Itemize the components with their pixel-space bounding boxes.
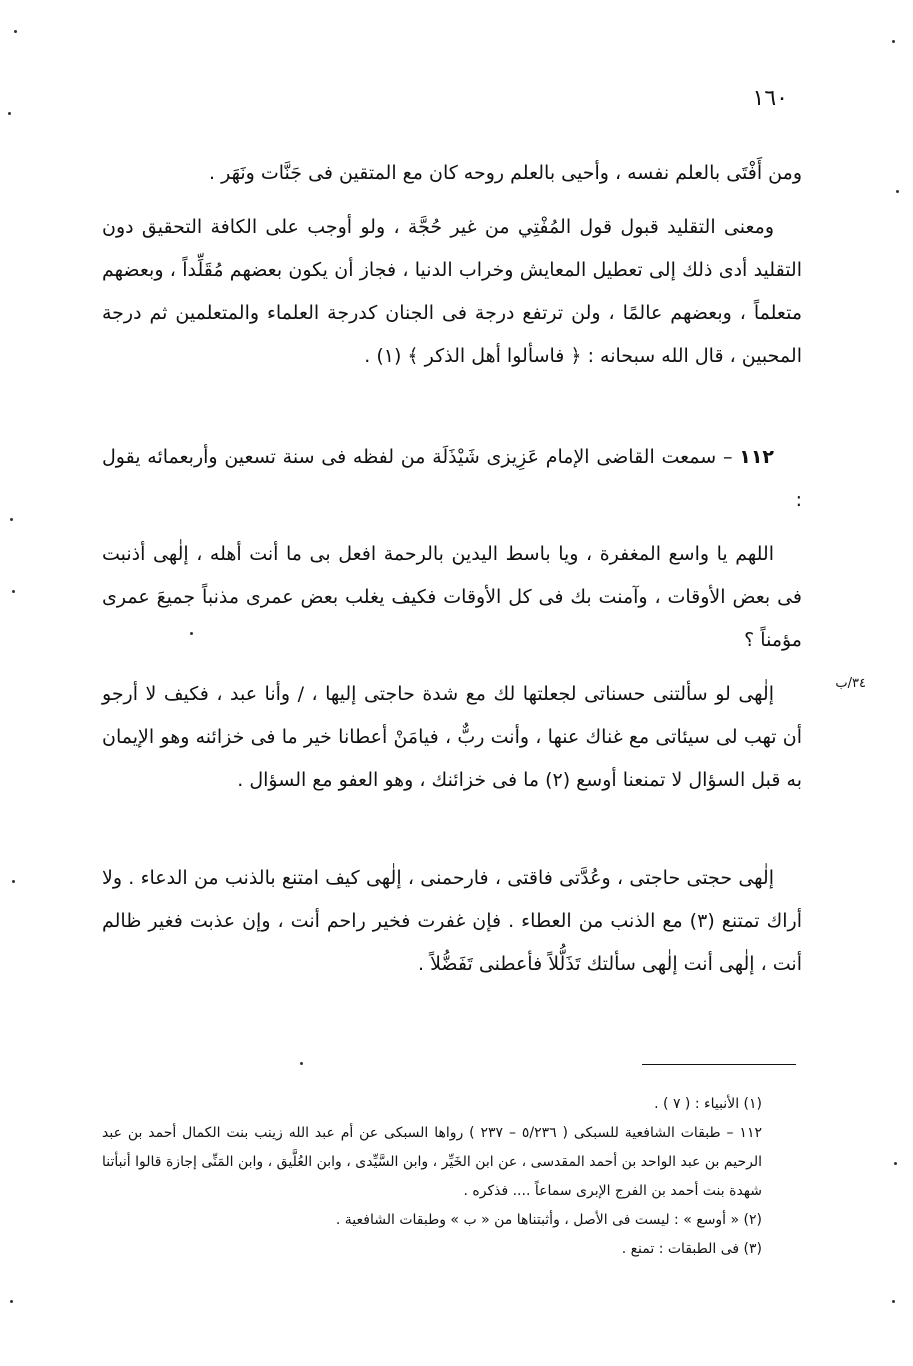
scan-speck — [190, 632, 193, 635]
paragraph: ومعنى التقليد قبول قول المُفْتِي من غير حُجَّة ، ولو أوجب على الكافة التحقيق دون التقليد أدى ذلك إلى تعطيل المعايش وخراب الدنيا ، فجاز أن يكون بعضهم مُقَلِّداً ، وبعضهم متعلماً ، وبعضهم عالمًا ، ولن ترتفع درجة فى الجنان كدرجة العلماء والمتعلمين ثم درجة المحبين ، قال الله سبحانه : ﴿ فاسألوا أهل الذكر ﴾ (١) . — [102, 216, 802, 367]
scan-speck — [14, 30, 17, 33]
paragraph: إلٰهى حجتى حاجتى ، وعُدَّتى فاقتى ، فارحمنى ، إلٰهى كيف امتنع بالذنب من الدعاء . ولا أراك تمتنع (٣) مع الذنب من العطاء . فإن غفرت فخير راحم أنت ، وإن عذبت فغير ظالم أنت ، إلٰهى أنت إلٰهى سألتك تَذَلُّلاً فأعطنى تَفَضُّلاً . — [102, 867, 802, 975]
paragraph: ومن أَفْتَى بالعلم نفسه ، وأحيى بالعلم روحه كان مع المتقين فى جَنَّات ونَهَر . — [209, 162, 802, 184]
entry-number: ١١٢ — [739, 446, 775, 468]
scan-speck — [8, 112, 11, 115]
folio-margin-note: ٣٤/ب — [835, 676, 866, 691]
scan-speck — [12, 880, 15, 883]
main-text — [102, 673, 802, 802]
paragraph: اللهم يا واسع المغفرة ، ويا باسط اليدين بالرحمة افعل بى ما أنت أهله ، إلٰهى أذنبت فى بعض الأوقات ، وآمنت بك فى كل الأوقات فكيف يغلب بعض عمرى مذنباً جميعَ عمرى مؤمناً ؟ — [102, 543, 802, 651]
scan-speck — [10, 1300, 13, 1303]
footnote: (٣) فى الطبقات : تمنع . — [621, 1241, 762, 1257]
footnotes — [102, 1090, 802, 1264]
footnote: (٢) « أوسع » : ليست فى الأصل ، وأثبتناها من « ب » وطبقات الشافعية . — [335, 1212, 762, 1228]
paragraph-text: – سمعت القاضى الإمام عَزِيزى شَيْذَلَة من لفظه فى سنة تسعين وأربعمائه يقول : — [102, 446, 802, 511]
paragraph: إلٰهى لو سألتنى حسناتى لجعلتها لك مع شدة حاجتى إليها ، / وأنا عبد ، فكيف لا أرجو أن تهب لى سيئاتى مع غناك عنها ، وأنت ربٌّ ، فيامَنْ أعطانا خير ما فى خزائنه وهو الإيمان به قبل السؤال لا تمنعنا أوسع (٢) ما فى خزائنك ، وهو العفو مع السؤال . — [102, 683, 802, 791]
scan-speck — [896, 190, 899, 193]
main-text — [102, 152, 802, 195]
footnote-divider — [642, 1064, 796, 1065]
scan-speck — [892, 1300, 895, 1303]
page-number: ١٦٠ — [752, 86, 788, 111]
footnote-source: ١١٢ – طبقات الشافعية للسبكى ( ٥/٢٣٦ – ٢٣٧ ) رواها السبكى عن أم عبد الله زينب بنت الكمال أحمد بن عبد الرحيم بن عبد الواحد بن أحمد المقدسى ، عن ابن الخَيِّر ، وابن السَّيِّدى ، وابن العُلَّيق ، وابن المَنِّى إجازة قالوا أنبأتنا شهدة بنت أحمد بن الفرج الإبرى سماعاً .... فذكره . — [102, 1125, 762, 1199]
scan-speck — [10, 518, 13, 521]
footnote: (١) الأنبياء : ( ٧ ) . — [654, 1096, 762, 1112]
main-text — [102, 857, 802, 986]
paragraph — [102, 436, 802, 522]
scan-speck — [892, 40, 895, 43]
scan-speck — [300, 1062, 303, 1065]
scan-speck — [12, 590, 15, 593]
scan-speck — [894, 1162, 897, 1165]
main-text — [102, 206, 802, 378]
main-text — [102, 436, 802, 522]
main-text — [102, 533, 802, 662]
